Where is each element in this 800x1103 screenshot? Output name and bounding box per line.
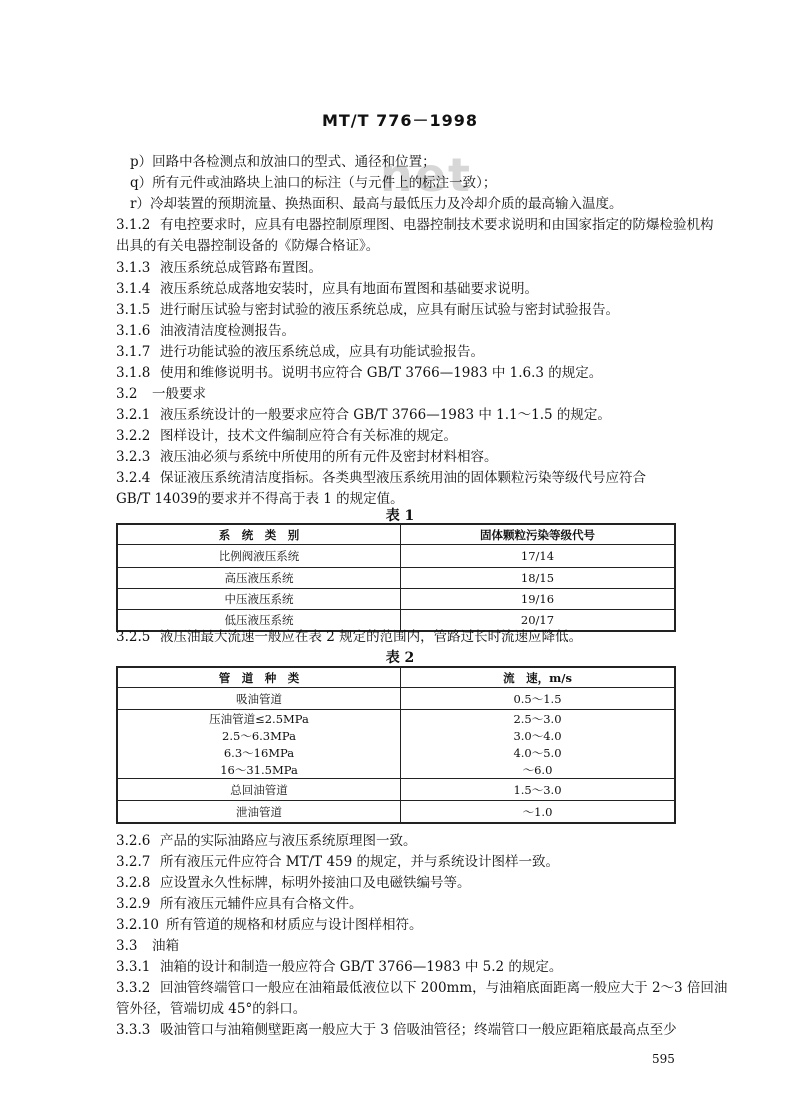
clause-number: 3.3.1 xyxy=(116,959,151,975)
table-cell: 0.5～1.5 xyxy=(401,688,676,710)
clause-text: 液压系统设计的一般要求应符合 GB/T 3766—1983 中 1.1～1.5 的规定。 xyxy=(160,407,611,423)
clause-3-3-1 xyxy=(116,955,562,975)
table-cell: 20/17 xyxy=(401,610,676,632)
section-3-3 xyxy=(116,934,179,954)
clause-3-3-2-cont: 管外径，管端切成 45°的斜口。 xyxy=(116,1001,307,1017)
table-cell: 18/15 xyxy=(401,568,676,589)
table1 xyxy=(116,523,676,632)
clause-3-2-9 xyxy=(116,892,363,912)
clause-text: 应设置永久性标牌，标明外接油口及电磁铁编号等。 xyxy=(160,875,471,891)
table-header-cell: 系 统 类 别 xyxy=(117,524,401,545)
clause-3-1-4 xyxy=(116,277,538,297)
clause-text: 所有管道的规格和材质应与设计图样相符。 xyxy=(166,917,423,933)
table-cell: 泄油管道 xyxy=(117,801,401,824)
clause-3-2-4 xyxy=(116,466,646,486)
section-title: 一般要求 xyxy=(152,386,206,402)
clause-number: 3.1.3 xyxy=(116,260,151,276)
table-row xyxy=(117,779,675,801)
clause-3-2-2 xyxy=(116,424,457,444)
table-row xyxy=(117,727,675,744)
clause-text: 所有液压元辅件应具有合格文件。 xyxy=(160,896,363,912)
clause-text: 有电控要求时，应具有电器控制原理图、电器控制技术要求说明和由国家指定的防爆检验机构 xyxy=(160,217,714,233)
clause-number: 3.1.8 xyxy=(116,365,151,381)
table-cell: 低压液压系统 xyxy=(117,610,401,632)
table-cell: 2.5～6.3MPa xyxy=(117,727,401,744)
clause-3-1-3 xyxy=(116,256,322,276)
clause-number: 3.2.9 xyxy=(116,896,151,912)
clause-3-1-5 xyxy=(116,298,619,318)
clause-3-1-7 xyxy=(116,340,484,360)
table-cell: 4.0～5.0 xyxy=(401,744,676,761)
table-cell: 16～31.5MPa xyxy=(117,761,401,779)
table2 xyxy=(116,666,676,824)
table-cell: 2.5～3.0 xyxy=(401,710,676,728)
clause-text: 液压油最大流速一般应在表 2 规定的范围内，管路过长时流速应降低。 xyxy=(160,629,583,645)
clause-number: 3.1.7 xyxy=(116,344,151,360)
table-cell: 中压液压系统 xyxy=(117,589,401,610)
clause-number: 3.2.2 xyxy=(116,428,151,444)
clause-3-2-8 xyxy=(116,871,471,891)
clause-number: 3.2.7 xyxy=(116,854,151,870)
section-3-2 xyxy=(116,382,206,402)
clause-3-3-3 xyxy=(116,1018,677,1038)
section-number: 3.3 xyxy=(116,938,138,954)
table-cell: 总回油管道 xyxy=(117,779,401,801)
table-header-cell: 管 道 种 类 xyxy=(117,667,401,688)
table-header-row xyxy=(117,524,675,545)
clause-3-2-5 xyxy=(116,625,582,645)
table-cell: 高压液压系统 xyxy=(117,568,401,589)
clause-number: 3.3.3 xyxy=(116,1022,151,1038)
clause-text: 液压系统总成管路布置图。 xyxy=(160,260,322,276)
clause-number: 3.2.10 xyxy=(116,917,159,933)
clause-number: 3.1.6 xyxy=(116,323,151,339)
table1-caption: 表 1 xyxy=(385,508,415,524)
clause-text: 图样设计，技术文件编制应符合有关标准的规定。 xyxy=(160,428,457,444)
clause-text: 回油管终端管口一般应在油箱最低液位以下 200mm，与油箱底面距离一般应大于 2～3 倍回油 xyxy=(160,980,728,996)
page-number: 595 xyxy=(652,1052,675,1066)
item-p: p）回路中各检测点和放油口的型式、通径和位置； xyxy=(130,154,436,170)
clause-3-3-2 xyxy=(116,976,727,996)
table-header-cell: 固体颗粒污染等级代号 xyxy=(401,524,676,545)
clause-3-2-10 xyxy=(116,913,423,933)
table-row xyxy=(117,744,675,761)
clause-number: 3.2.8 xyxy=(116,875,151,891)
clause-text: 进行功能试验的液压系统总成，应具有功能试验报告。 xyxy=(160,344,484,360)
clause-text: 使用和维修说明书。说明书应符合 GB/T 3766—1983 中 1.6.3 的规定。 xyxy=(160,365,603,381)
clause-number: 3.2.3 xyxy=(116,449,151,465)
clause-3-1-2 xyxy=(116,213,714,233)
table-cell: 吸油管道 xyxy=(117,688,401,710)
table-cell: ～6.0 xyxy=(401,761,676,779)
table-cell: 19/16 xyxy=(401,589,676,610)
clause-text: 所有液压元件应符合 MT/T 459 的规定，并与系统设计图样一致。 xyxy=(160,854,560,870)
clause-text: 油箱的设计和制造一般应符合 GB/T 3766—1983 中 5.2 的规定。 xyxy=(160,959,563,975)
clause-text: 保证液压系统清洁度指标。各类典型液压系统用油的固体颗粒污染等级代号应符合 xyxy=(160,470,646,486)
table-row xyxy=(117,545,675,568)
clause-3-2-7 xyxy=(116,850,559,870)
clause-3-2-4-cont: GB/T 14039的要求并不得高于表 1 的规定值。 xyxy=(116,491,404,507)
clause-text: 产品的实际油路应与液压系统原理图一致。 xyxy=(160,833,417,849)
table-cell: ～1.0 xyxy=(401,801,676,824)
clause-text: 进行耐压试验与密封试验的液压系统总成，应具有耐压试验与密封试验报告。 xyxy=(160,302,619,318)
clause-3-1-2-cont: 出具的有关电器控制设备的《防爆合格证》。 xyxy=(116,238,380,254)
table-cell: 3.0～4.0 xyxy=(401,727,676,744)
watermark: net xyxy=(380,148,472,202)
clause-number: 3.2.5 xyxy=(116,629,151,645)
clause-3-2-3 xyxy=(116,445,498,465)
table-row xyxy=(117,568,675,589)
clause-text: 液压油必须与系统中所使用的所有元件及密封材料相容。 xyxy=(160,449,498,465)
clause-number: 3.2.1 xyxy=(116,407,151,423)
table-cell: 17/14 xyxy=(401,545,676,568)
clause-number: 3.3.2 xyxy=(116,980,151,996)
clause-number: 3.1.2 xyxy=(116,217,151,233)
clause-3-1-8 xyxy=(116,361,602,381)
clause-number: 3.2.6 xyxy=(116,833,151,849)
section-title: 油箱 xyxy=(152,938,179,954)
table-row xyxy=(117,801,675,824)
table-row xyxy=(117,589,675,610)
table-cell: 6.3～16MPa xyxy=(117,744,401,761)
table-cell: 1.5～3.0 xyxy=(401,779,676,801)
table-row xyxy=(117,688,675,710)
clause-text: 油液清洁度检测报告。 xyxy=(160,323,295,339)
section-number: 3.2 xyxy=(116,386,138,402)
table-header-cell: 流 速，m/s xyxy=(401,667,676,688)
table2-caption: 表 2 xyxy=(385,650,415,666)
clause-number: 3.1.5 xyxy=(116,302,151,318)
clause-3-1-6 xyxy=(116,319,295,339)
clause-3-2-6 xyxy=(116,829,417,849)
clause-number: 3.2.4 xyxy=(116,470,151,486)
table-header-row xyxy=(117,667,675,688)
clause-text: 液压系统总成落地安装时，应具有地面布置图和基础要求说明。 xyxy=(160,281,538,297)
table-cell: 压油管道≤2.5MPa xyxy=(117,710,401,728)
item-r: r）冷却装置的预期流量、换热面积、最高与最低压力及冷却介质的最高输入温度。 xyxy=(130,196,623,212)
clause-number: 3.1.4 xyxy=(116,281,151,297)
standard-header: MT/T 776－1998 xyxy=(321,111,479,130)
table-row xyxy=(117,710,675,728)
item-q: q）所有元件或油路块上油口的标注（与元件上的标注一致）； xyxy=(130,175,497,191)
clause-text: 吸油管口与油箱侧壁距离一般应大于 3 倍吸油管径；终端管口一般应距箱底最高点至少 xyxy=(160,1022,677,1038)
table-cell: 比例阀液压系统 xyxy=(117,545,401,568)
clause-3-2-1 xyxy=(116,403,611,423)
table-row xyxy=(117,761,675,779)
